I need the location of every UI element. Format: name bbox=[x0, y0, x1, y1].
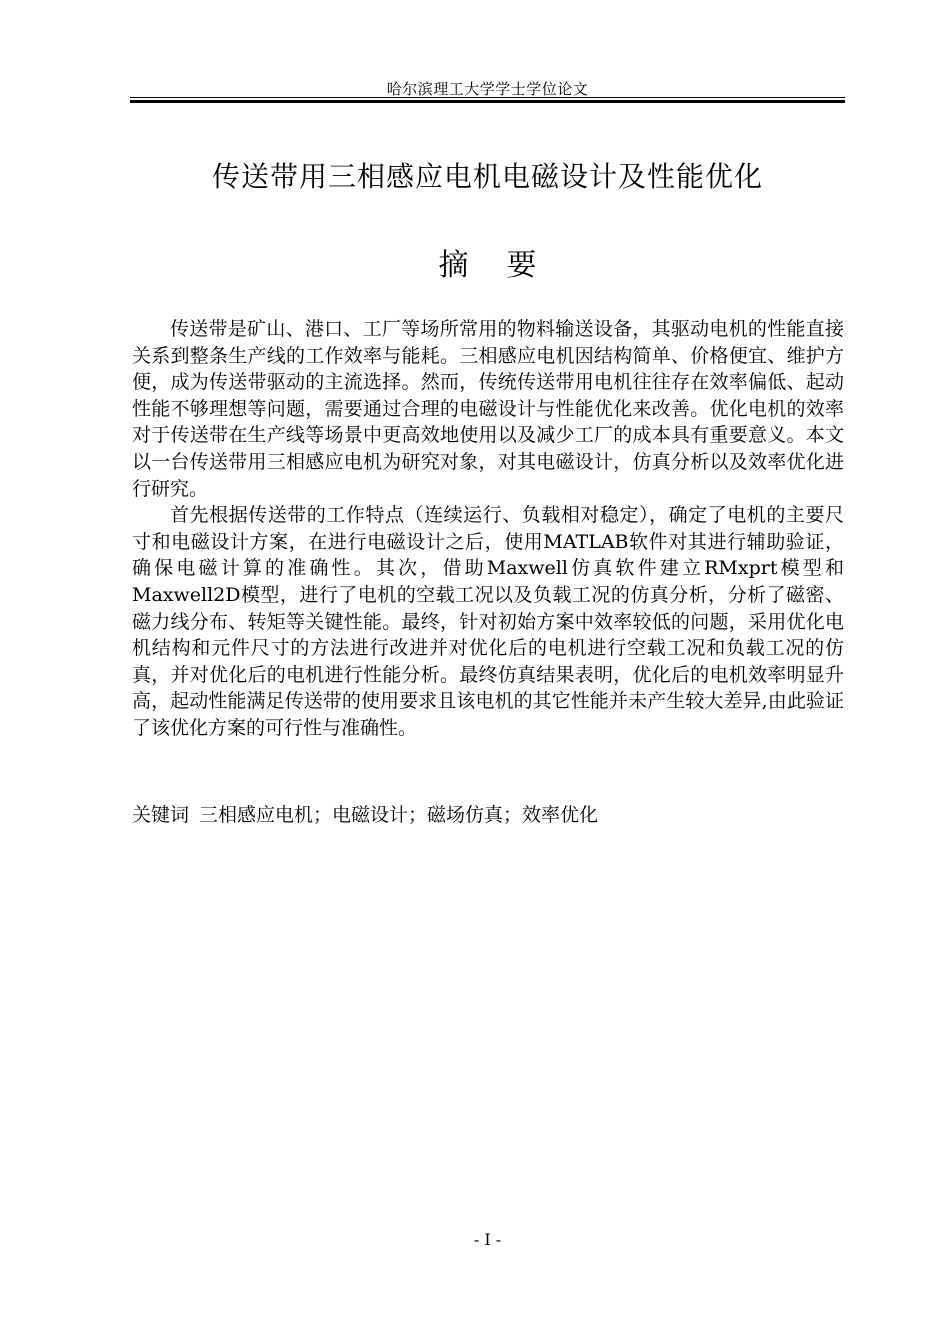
abstract-paragraph-1: 传送带是矿山、港口、工厂等场所常用的物料输送设备，其驱动电机的性能直接关系到整条生产线的工作效率与能耗。三相感应电机因结构简单、价格便宜、维护方便，成为传送带驱动的主流选择。然而，传统传送带用电机往往存在效率偏低、起动性能不够理想等问题，需要通过合理的电磁设计与性能优化来改善。优化电机的效率对于传送带在生产线等场景中更高效地使用以及减少工厂的成本具有重要意义。本文以一台传送带用三相感应电机为研究对象，对其电磁设计，仿真分析以及效率优化进行研究。 bbox=[132, 318, 844, 500]
keywords-label: 关键词 bbox=[132, 804, 190, 826]
keywords-text: 三相感应电机；电磁设计；磁场仿真；效率优化 bbox=[199, 804, 599, 826]
abstract-body bbox=[132, 316, 844, 742]
abstract-paragraph-2: 首先根据传送带的工作特点（连续运行、负载相对稳定），确定了电机的主要尺寸和电磁设计方案，在进行电磁设计之后，使用MATLAB软件对其进行辅助验证，确保电磁计算的准确性。其次，借助Maxwell仿真软件建立RMxprt模型和Maxwell2D模型，进行了电机的空载工况以及负载工况的仿真分析，分析了磁密、磁力线分布、转矩等关键性能。最终，针对初始方案中效率较低的问题，采用优化电机结构和元件尺寸的方法进行改进并对优化后的电机进行空载工况和负载工况的仿真，并对优化后的电机进行性能分析。最终仿真结果表明，优化后的电机效率明显升高，起动性能满足传送带的使用要求且该电机的其它性能并未产生较大差异,由此验证了该优化方案的可行性与准确性。 bbox=[132, 504, 844, 739]
page-number: - I - bbox=[473, 1230, 502, 1249]
abstract-heading-char-1: 摘 bbox=[438, 248, 469, 283]
running-header: 哈尔滨理工大学学士学位论文 bbox=[386, 80, 589, 98]
keywords-line bbox=[132, 802, 844, 828]
header-rule-thin bbox=[130, 97, 845, 98]
header-rule-thick bbox=[130, 100, 845, 103]
abstract-heading-char-2: 要 bbox=[506, 248, 537, 283]
abstract-heading bbox=[130, 240, 845, 284]
thesis-title: 传送带用三相感应电机电磁设计及性能优化 bbox=[211, 160, 763, 193]
